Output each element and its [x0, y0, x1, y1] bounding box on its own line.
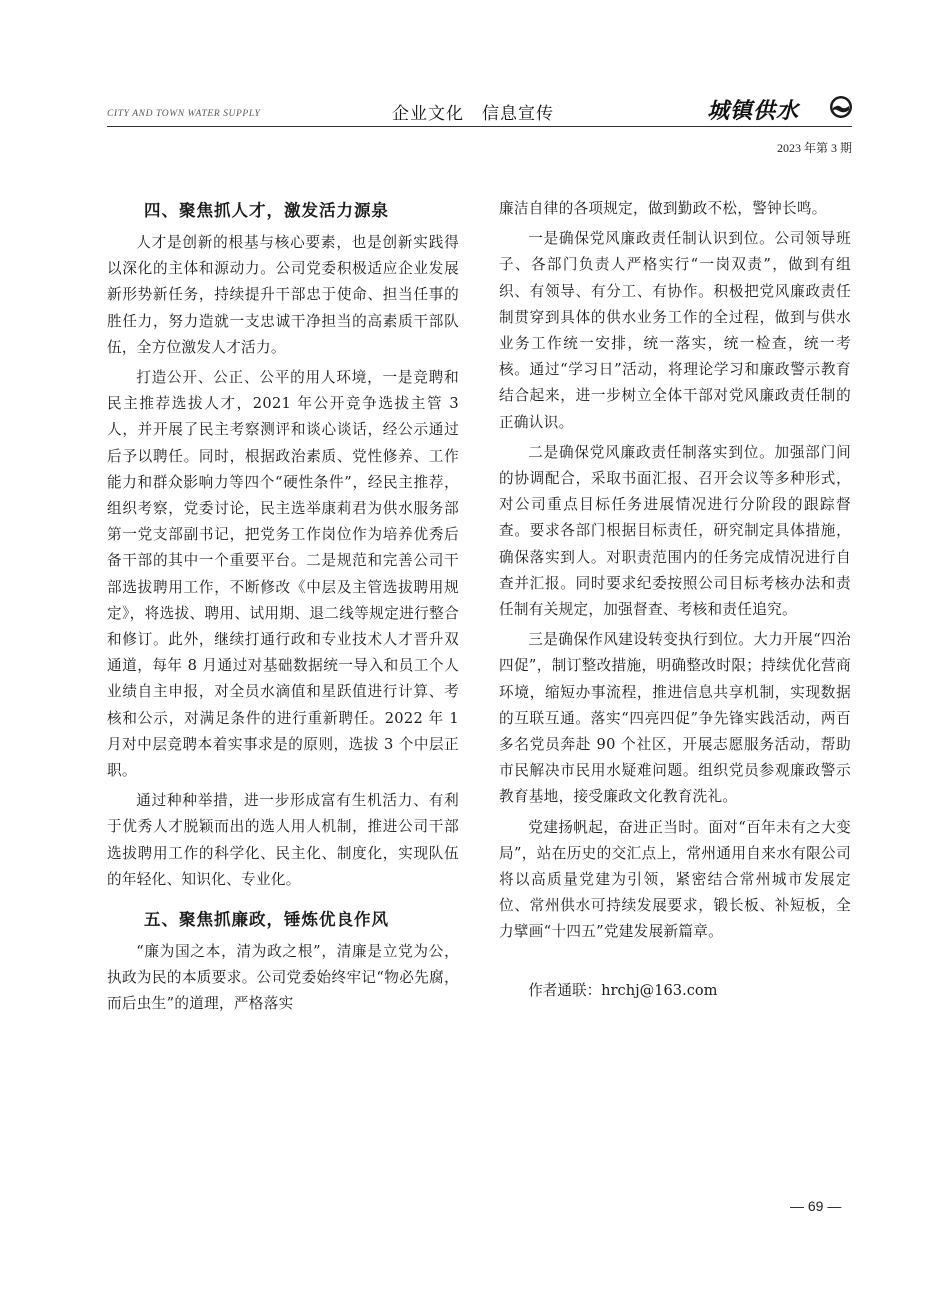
paragraph: “廉为国之本，清为政之根”，清廉是立党为公，执政为民的本质要求。公司党委始终牢记“物必先腐，而后虫生”的道理，严格落实 [107, 943, 459, 1013]
page-number: — 69 — [790, 1198, 842, 1214]
paragraph: 三是确保作风建设转变执行到位。大力开展“四治四促”，制订整改措施，明确整改时限；持续优化营商环境，缩短办事流程，推进信息共享机制，实现数据的互联互通。落实“四亮四促”争先锋实践活动，两百多名党员奔赴 90 个社区，开展志愿服务活动，帮助市民解决市民用水疑难问题。组织党员参观廉政警示教育基地，接受廉政文化教育洗礼。 [499, 631, 851, 806]
section-title: 企业文化 信息宣传 [392, 104, 554, 124]
paragraph: 党建扬帆起，奋进正当时。面对“百年未有之大变局”，站在历史的交汇点上，常州通用自来水有限公司将以高质量党建为引领，紧密结合常州城市发展定位、常州供水可持续发展要求，锻长板、补短板，全力擘画“十四五”党建发展新篇章。 [499, 818, 851, 941]
paragraph: 通过种种举措，进一步形成富有生机活力、有利于优秀人才脱颖而出的选人用人机制，推进公司干部选拔聘用工作的科学化、民主化、制度化，实现队伍的年轻化、知识化、专业化。 [107, 792, 459, 888]
issue-label: 2023 年第 3 期 [776, 141, 852, 155]
section-heading-5: 五、聚焦抓廉政，锤炼优良作风 [144, 910, 389, 930]
paragraph: 一是确保党风廉政责任制认识到位。公司领导班子、各部门负责人严格实行“一岗双责”，做到有组织、有领导、有分工、有协作。积极把党风廉政责任制贯穿到具体的供水业务工作的全过程，做到与供水业务工作统一安排，统一落实，统一检查，统一考核。通过“学习日”活动，将理论学习和廉政警示教育结合起来，进一步树立全体干部对党风廉政责任制的正确认识。 [499, 230, 851, 431]
author-contact: 作者通联：hrchj@163.com [528, 981, 718, 999]
header-rule [107, 126, 852, 127]
paragraph: 打造公开、公正、公平的用人环境，一是竞聘和民主推荐选拔人才，2021 年公开竞争选拔主管 3 人，并开展了民主考察测评和谈心谈话，经公示通过后予以聘任。同时，根据政治素质、党性修养、工作能力和群众影响力等四个“硬性条件”，经民主推荐，组织考察，党委讨论，民主选举康莉君为供水服务部第一党支部副书记，把党务工作岗位作为培养优秀后备干部的其中一个重要平台。二是规范和完善公司干部选拔聘用工作，不断修改《中层及主管选拔聘用规定》，将选拔、聘用、试用期、退二线等规定进行整合和修订。此外，继续打通行政和专业技术人才晋升双通道，每年 8 月通过对基础数据统一导入和员工个人业绩自主申报，对全员水滴值和星跃值进行计算、考核和公示，对满足条件的进行重新聘任。2022 年 1 月对中层竞聘本着实事求是的原则，选拔 3 个中层正职。 [107, 369, 459, 780]
left-column [107, 196, 459, 1018]
page-header [0, 0, 950, 165]
water-drop-logo-icon [829, 95, 853, 119]
paragraph: 二是确保党风廉政责任制落实到位。加强部门间的协调配合，采取书面汇报、召开会议等多种形式，对公司重点目标任务进展情况进行分阶段的跟踪督查。要求各部门根据目标责任，研究制定具体措施，确保落实到人。对职责范围内的任务完成情况进行自查并汇报。同时要求纪委按照公司目标考核办法和责任制有关规定，加强督查、考核和责任追究。 [499, 443, 851, 619]
journal-brand: 城镇供水 [707, 98, 800, 124]
section-heading-4: 四、聚焦抓人才，激发活力源泉 [144, 201, 389, 220]
right-column [499, 196, 851, 1004]
journal-english-name: CITY AND TOWN WATER SUPPLY [107, 109, 261, 119]
paragraph-continued: 廉洁自律的各项规定，做到勤政不松，警钟长鸣。 [499, 200, 827, 217]
paragraph: 人才是创新的根基与核心要素，也是创新实践得以深化的主体和源动力。公司党委积极适应企业发展新形势新任务，持续提升干部忠于使命、担当任事的胜任力，努力造就一支忠诚干净担当的高素质干部队伍，全方位激发人才活力。 [107, 234, 459, 356]
